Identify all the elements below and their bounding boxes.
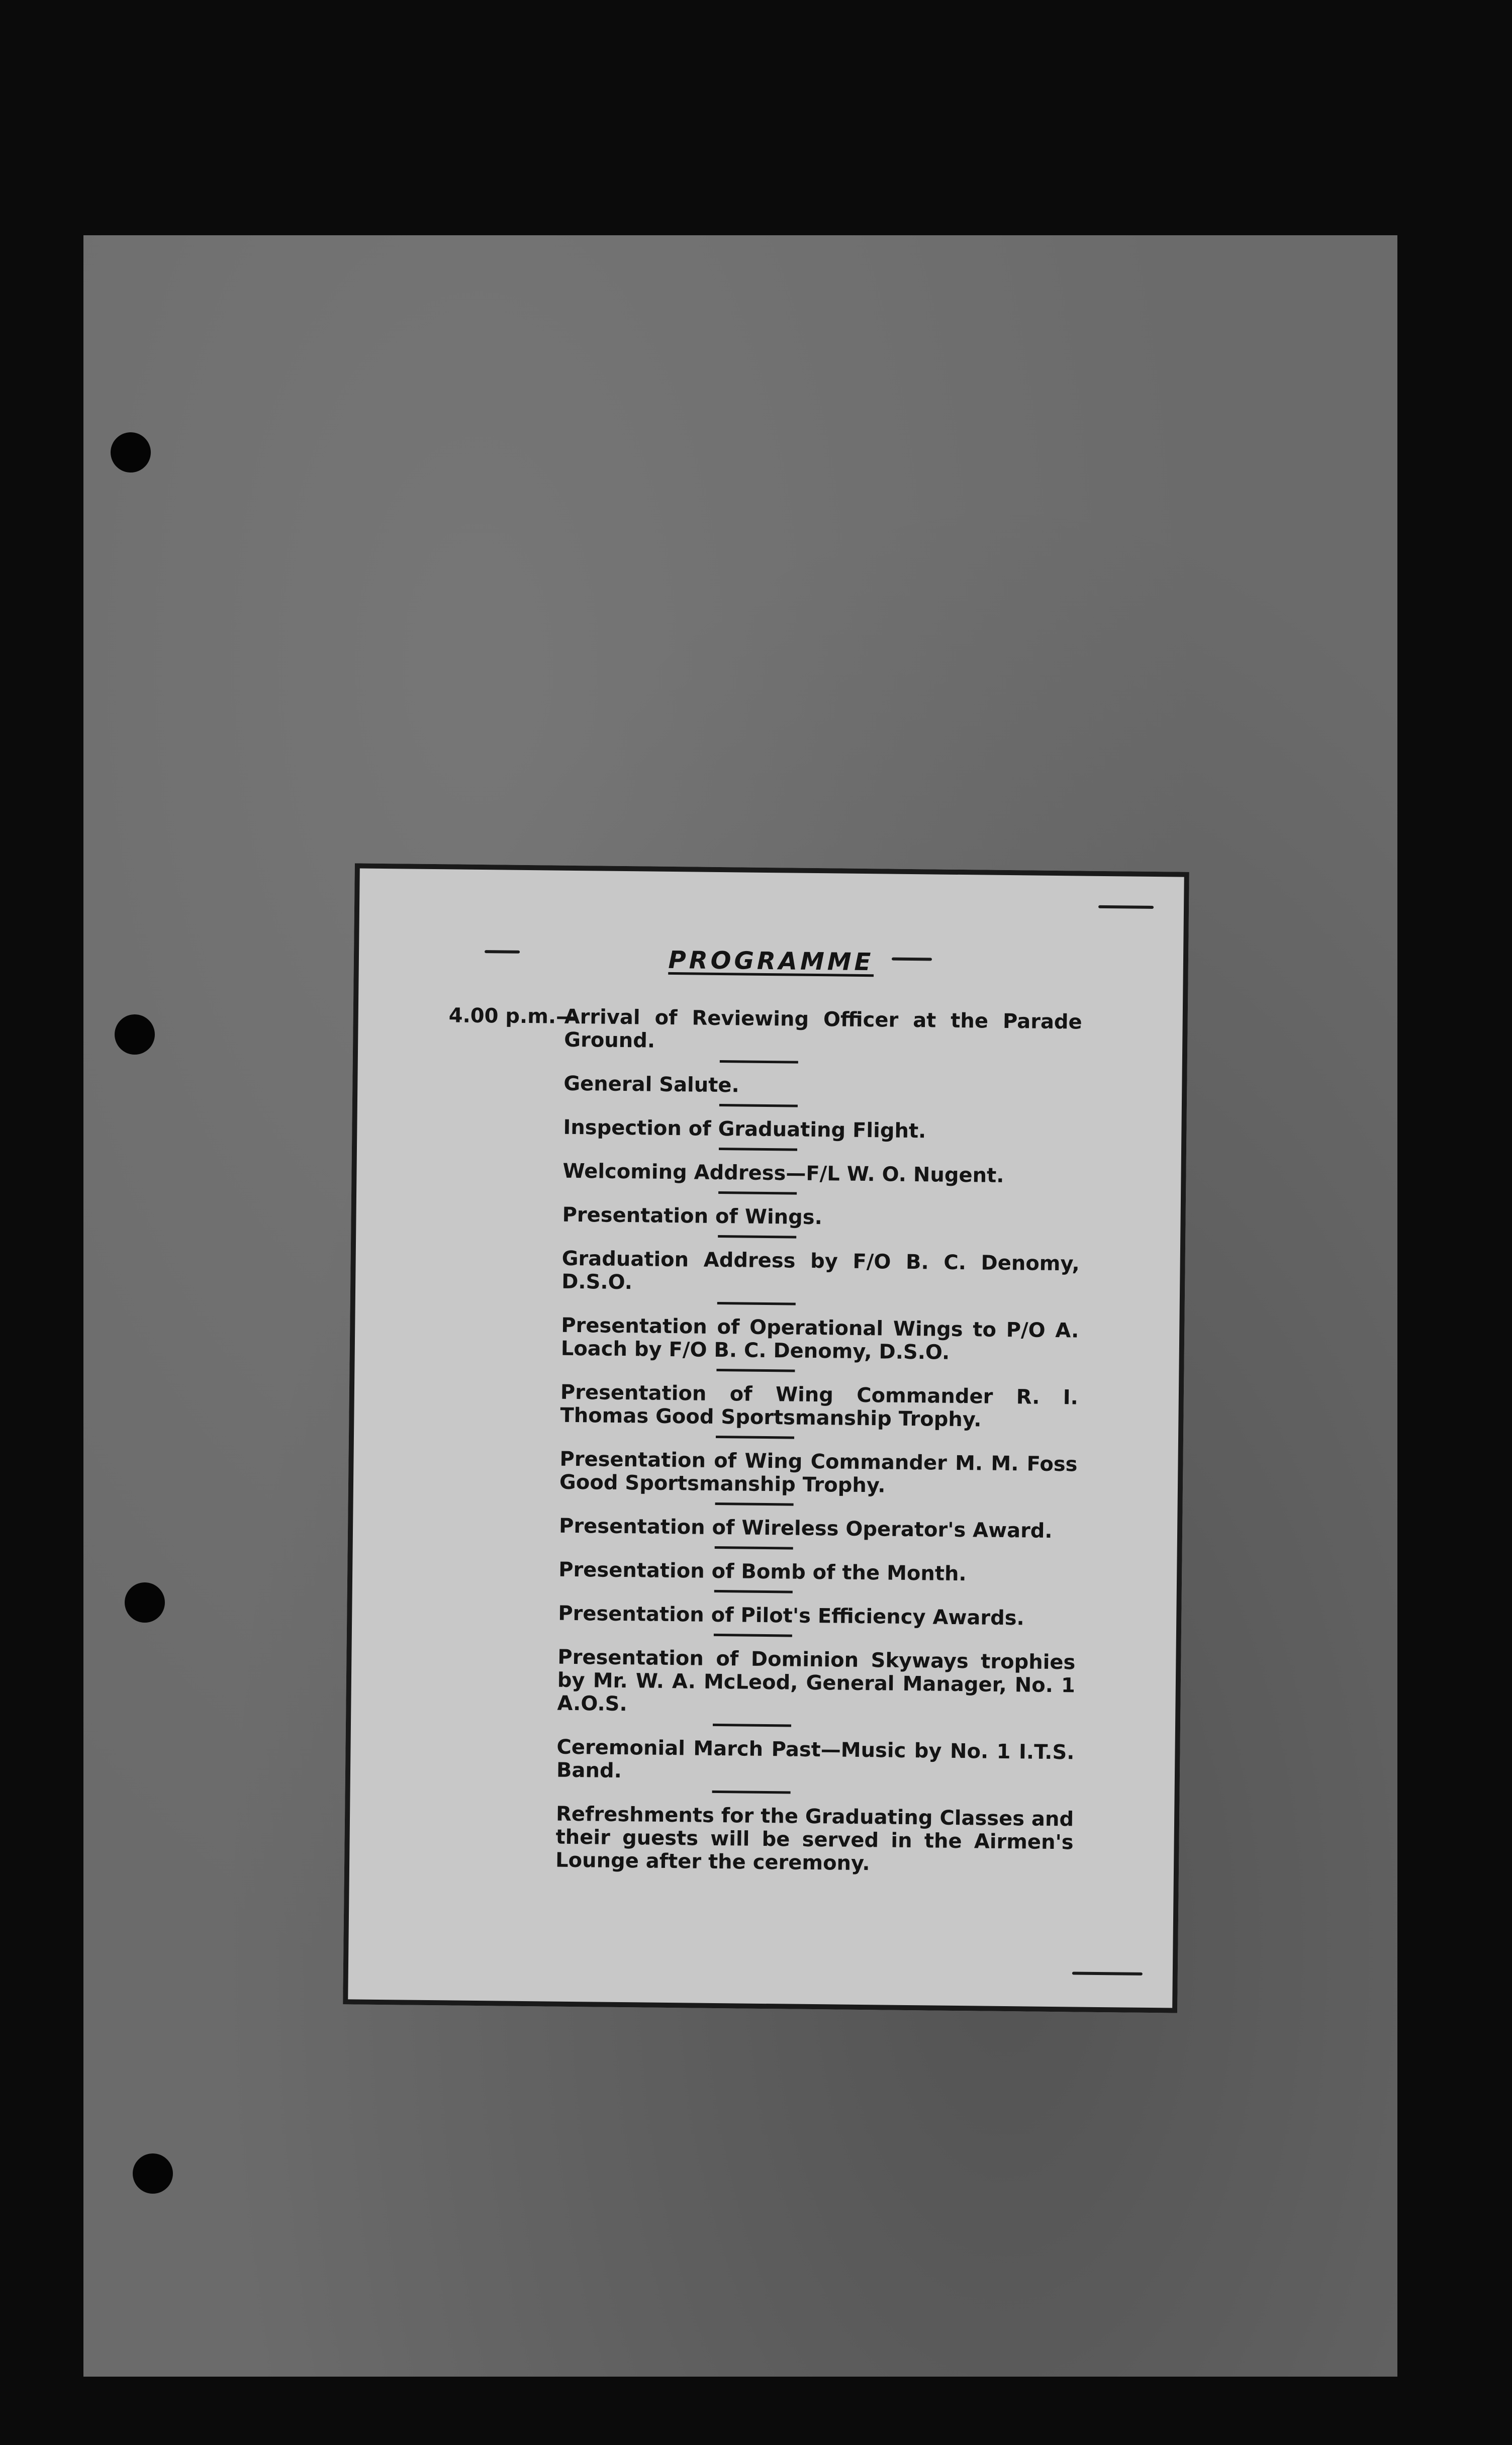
punch-hole	[133, 2153, 173, 2194]
item-separator	[718, 1191, 797, 1195]
item-separator	[716, 1436, 794, 1439]
item-separator	[719, 1104, 798, 1107]
album-page	[83, 235, 1397, 2377]
item-separator	[716, 1369, 795, 1372]
item-separator	[712, 1791, 791, 1794]
punch-hole	[115, 1014, 155, 1055]
programme-items	[555, 1005, 1082, 1877]
item-separator	[720, 1060, 798, 1064]
programme-time: 4.00 p.m.—	[448, 1004, 577, 1028]
programme-item: Inspection of Graduating Flight.	[563, 1115, 926, 1143]
ink-mark	[1072, 1971, 1143, 1975]
item-separator	[719, 1148, 797, 1151]
item-separator	[713, 1724, 791, 1727]
item-separator	[715, 1546, 793, 1550]
programme-item: Presentation of Pilot's Efficiency Awards.	[558, 1602, 1025, 1630]
programme-item: Presentation of Dominion Skyways trophies by Mr. W. A. McLeod, General Manager, No. 1 A.O.S.	[557, 1645, 1076, 1716]
programme-card	[343, 863, 1189, 2013]
programme-item: Arrival of Reviewing Officer at the Parade Ground.	[564, 1005, 1082, 1053]
punch-hole	[111, 432, 151, 473]
programme-item: Ceremonial March Past—Music by No. 1 I.T.S. Band.	[556, 1735, 1075, 1783]
programme-item: Refreshments for the Graduating Classes and their guests will be served in the Airmen's Lounge after the ceremony.	[555, 1802, 1074, 1875]
item-separator	[717, 1302, 796, 1305]
item-separator	[714, 1590, 793, 1593]
ink-mark	[1098, 905, 1154, 909]
programme-item: Welcoming Address—F/L W. O. Nugent.	[562, 1159, 1004, 1187]
item-separator	[714, 1634, 792, 1637]
programme-item: Presentation of Wing Commander R. I. Thomas Good Sportsmanship Trophy.	[560, 1380, 1079, 1432]
programme-item: Presentation of Bomb of the Month.	[558, 1558, 967, 1586]
programme-item: Graduation Address by F/O B. C. Denomy, D.S.O.	[561, 1247, 1080, 1294]
item-separator	[718, 1235, 796, 1239]
programme-item: Presentation of Wireless Operator's Award.	[558, 1514, 1053, 1543]
programme-item: Presentation of Wing Commander M. M. Foss Good Sportsmanship Trophy.	[559, 1447, 1078, 1497]
item-separator	[715, 1502, 794, 1506]
programme-title: PROGRAMME	[668, 946, 874, 977]
programme-item: Presentation of Wings.	[562, 1203, 823, 1230]
programme-item: Presentation of Operational Wings to P/O A. Loach by F/O B. C. Denomy, D.S.O.	[560, 1313, 1079, 1364]
punch-hole	[125, 1582, 165, 1623]
programme-item: General Salute.	[563, 1072, 739, 1097]
